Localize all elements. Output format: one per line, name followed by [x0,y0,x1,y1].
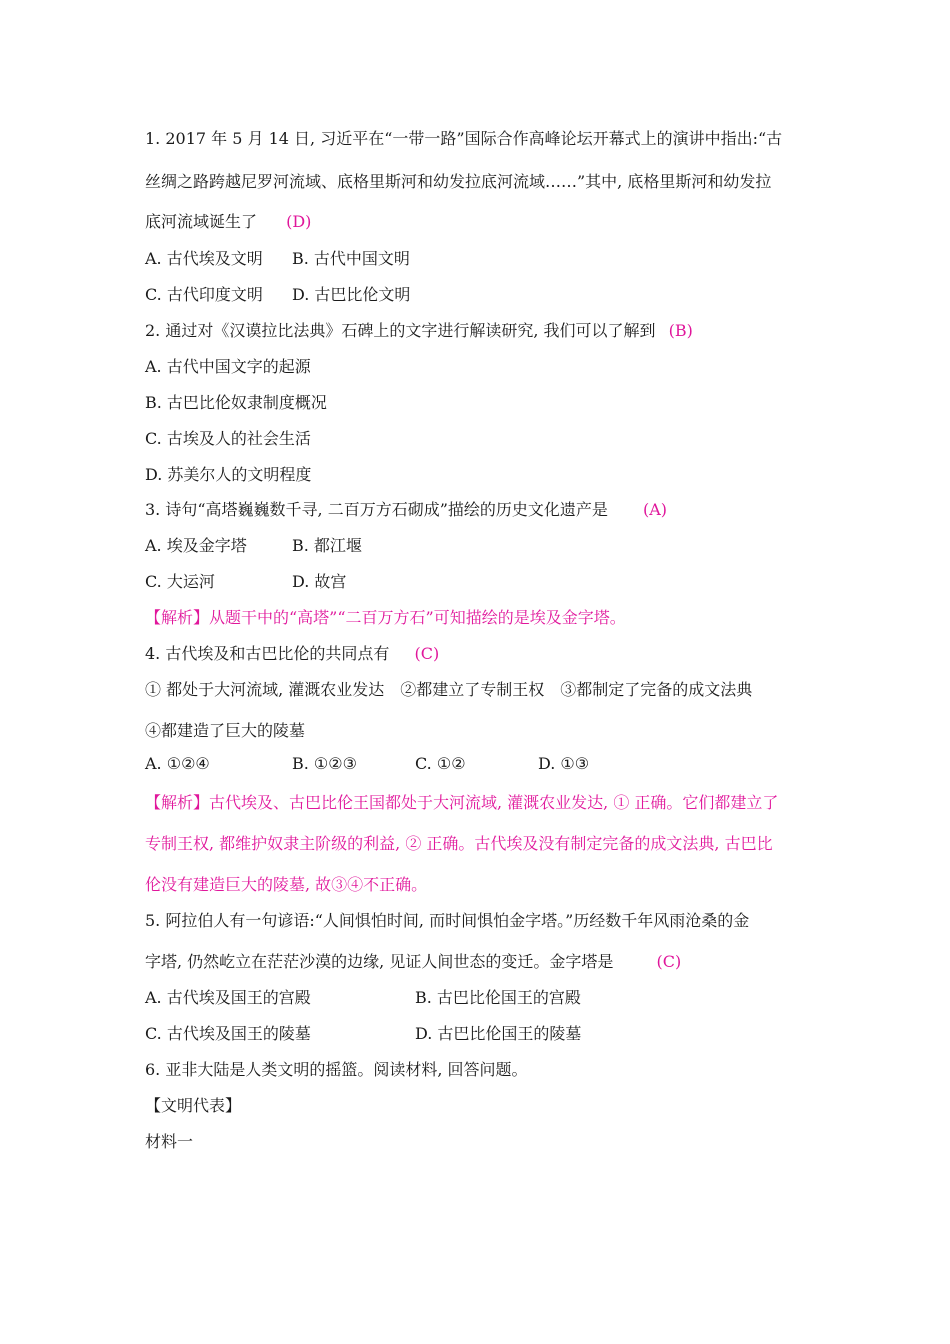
q3-option-b: B. 都江堰 [292,536,362,555]
q1-stem-line1: 1. 2017 年 5 月 14 日, 习近平在“一带一路”国际合作高峰论坛开幕式上的演讲中指出:“古 [145,129,783,148]
q5-stem-line2 [145,949,681,972]
q4-stem-text: 4. 古代埃及和古巴比伦的共同点有 [145,644,390,663]
q5-stem-text: 字塔, 仍然屹立在茫茫沙漠的边缘, 见证人间世态的变迁。金字塔是 [145,952,614,971]
q6-section-heading: 【文明代表】 [145,1096,242,1115]
q1-stem-text: 底河流域诞生了 [145,212,258,231]
q2-option-a: A. 古代中国文字的起源 [145,357,311,376]
q4-option-a: A. ①②④ [145,754,210,773]
q3-stem [145,497,667,520]
q4-items-line2: ④都建造了巨大的陵墓 [145,721,306,740]
q2-stem-text: 2. 通过对《汉谟拉比法典》石碑上的文字进行解读研究, 我们可以了解到 [145,321,656,340]
q4-option-d: D. ①③ [538,754,590,773]
q3-answer: (A) [642,500,668,519]
q5-option-b: B. 古巴比伦国王的宫殿 [415,988,581,1007]
q5-answer: (C) [656,952,682,971]
q2-stem [145,318,693,341]
q1-stem-line2: 丝绸之路跨越尼罗河流域、底格里斯河和幼发拉底河流域……”其中, 底格里斯河和幼发拉 [145,172,772,191]
q1-answer: (D) [286,212,312,231]
q5-option-c: C. 古代埃及国王的陵墓 [145,1024,311,1043]
q3-option-d: D. 故宫 [292,572,347,591]
q2-option-c: C. 古埃及人的社会生活 [145,429,311,448]
q2-option-d: D. 苏美尔人的文明程度 [145,465,312,484]
q4-stem [145,641,439,664]
q3-option-a: A. 埃及金字塔 [145,536,247,555]
q1-stem-line3 [145,209,311,232]
q3-analysis: 【解析】从题干中的“高塔”“二百万方石”可知描绘的是埃及金字塔。 [145,608,626,627]
q4-analysis-line2: 专制王权, 都维护奴隶主阶级的利益, ② 正确。古代埃及没有制定完备的成文法典, 古巴比 [145,834,773,853]
q2-answer: (B) [668,321,693,340]
q4-option-b: B. ①②③ [292,754,357,773]
q4-analysis-line3: 伦没有建造巨大的陵墓, 故③④不正确。 [145,875,428,894]
q5-stem-line1: 5. 阿拉伯人有一句谚语:“人间惧怕时间, 而时间惧怕金字塔。”历经数千年风雨沧桑的金 [145,911,750,930]
q1-option-a: A. 古代埃及文明 [145,249,263,268]
q3-option-c: C. 大运河 [145,572,215,591]
q4-answer: (C) [414,644,440,663]
q3-stem-text: 3. 诗句“高塔巍巍数千寻, 二百万方石砌成”描绘的历史文化遗产是 [145,500,608,519]
q4-analysis-line1: 【解析】古代埃及、古巴比伦王国都处于大河流域, 灌溉农业发达, ① 正确。它们都建立了 [145,793,779,812]
q1-option-d: D. 古巴比伦文明 [292,285,411,304]
q4-option-c: C. ①② [415,754,466,773]
q1-option-b: B. 古代中国文明 [292,249,410,268]
q1-option-c: C. 古代印度文明 [145,285,263,304]
q2-option-b: B. 古巴比伦奴隶制度概况 [145,393,327,412]
q6-stem: 6. 亚非大陆是人类文明的摇篮。阅读材料, 回答问题。 [145,1060,528,1079]
q5-option-a: A. 古代埃及国王的宫殿 [145,988,311,1007]
q4-items-line1: ① 都处于大河流域, 灌溉农业发达 ②都建立了专制王权 ③都制定了完备的成文法典 [145,680,753,699]
q5-option-d: D. 古巴比伦国王的陵墓 [415,1024,582,1043]
q6-material-label: 材料一 [145,1132,194,1151]
